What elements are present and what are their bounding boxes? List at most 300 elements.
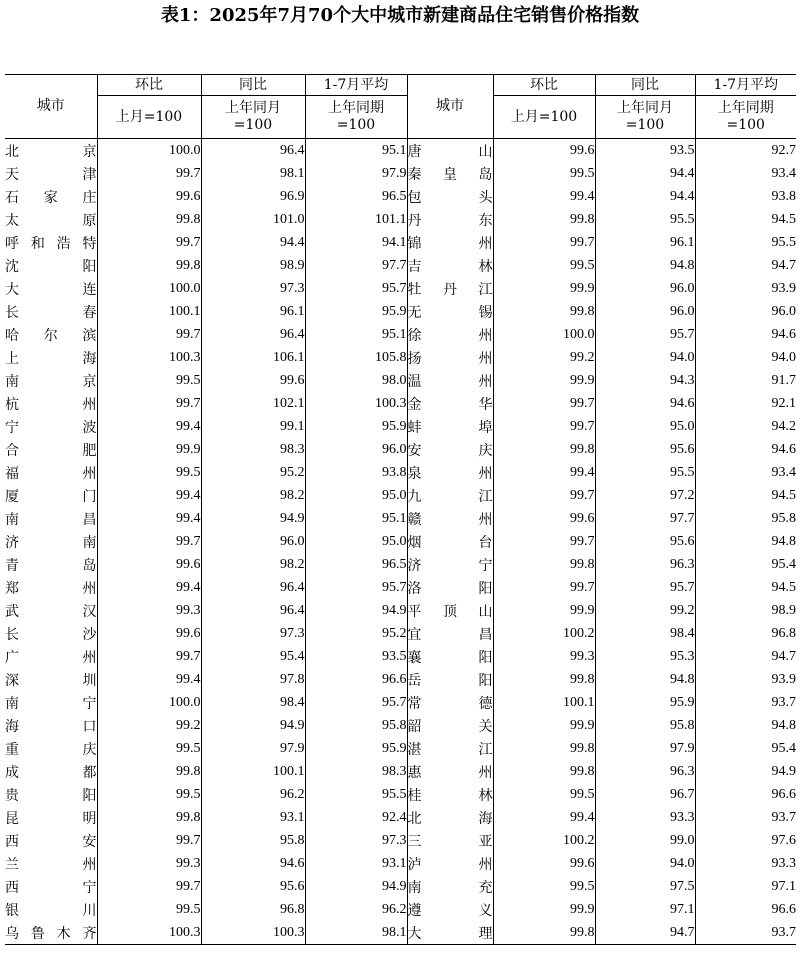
avg-value: 96.6 — [305, 668, 407, 691]
city-name — [5, 760, 97, 783]
table-row — [5, 553, 796, 576]
city-name — [407, 438, 493, 461]
avg-value: 94.8 — [695, 530, 796, 553]
city-name — [5, 599, 97, 622]
avg-base-line2: =100 — [336, 117, 376, 133]
mom-value: 99.7 — [97, 645, 201, 668]
avg-value: 95.4 — [695, 737, 796, 760]
avg-value: 97.3 — [305, 829, 407, 852]
city-name-text: 惠 州 — [407, 764, 493, 781]
mom-value: 100.2 — [493, 622, 595, 645]
table-row — [5, 369, 796, 392]
avg-base — [305, 96, 407, 139]
yoy-value: 98.2 — [201, 484, 305, 507]
avg-value: 96.8 — [695, 622, 796, 645]
mom-value: 99.8 — [97, 254, 201, 277]
yoy-value: 95.8 — [595, 714, 695, 737]
mom-value: 99.3 — [97, 852, 201, 875]
table-row — [5, 875, 796, 898]
yoy-value: 98.9 — [201, 254, 305, 277]
table-row — [5, 231, 796, 254]
city-name — [407, 323, 493, 346]
city-name — [407, 691, 493, 714]
yoy-value: 96.3 — [595, 553, 695, 576]
yoy-value: 97.1 — [595, 898, 695, 921]
table-row — [5, 139, 796, 163]
city-name — [5, 369, 97, 392]
avg-value: 94.7 — [695, 254, 796, 277]
avg-value: 95.1 — [305, 139, 407, 163]
city-name-text: 湛 江 — [407, 741, 493, 758]
city-name-text: 徐 州 — [407, 327, 493, 344]
avg-value: 94.6 — [695, 438, 796, 461]
city-name-text: 郑 州 — [5, 580, 97, 597]
city-name-text: 济 宁 — [407, 557, 493, 574]
mom-value: 99.9 — [493, 277, 595, 300]
city-name — [407, 208, 493, 231]
yoy-base-line2: =100 — [625, 117, 665, 133]
avg-value: 96.0 — [305, 438, 407, 461]
mom-value: 99.7 — [97, 323, 201, 346]
avg-value: 95.1 — [305, 323, 407, 346]
mom-value: 99.7 — [97, 162, 201, 185]
table-row — [5, 760, 796, 783]
mom-value: 99.9 — [493, 898, 595, 921]
city-name — [5, 714, 97, 737]
yoy-value: 95.8 — [201, 829, 305, 852]
avg-header: 1-7月平均 — [305, 75, 407, 96]
avg-value: 95.9 — [305, 415, 407, 438]
city-name-text: 成 都 — [5, 764, 97, 781]
city-name-text: 重 庆 — [5, 741, 97, 758]
city-name-text: 济 南 — [5, 534, 97, 551]
city-name — [5, 300, 97, 323]
yoy-value: 96.0 — [595, 277, 695, 300]
yoy-value: 94.4 — [201, 231, 305, 254]
city-name-text: 大 连 — [5, 281, 97, 298]
yoy-value: 95.3 — [595, 645, 695, 668]
mom-value: 100.3 — [97, 346, 201, 369]
city-name — [407, 277, 493, 300]
avg-value: 95.8 — [305, 714, 407, 737]
yoy-value: 96.0 — [201, 530, 305, 553]
mom-value: 99.5 — [97, 898, 201, 921]
city-name — [5, 645, 97, 668]
avg-value: 93.9 — [695, 668, 796, 691]
city-name — [407, 392, 493, 415]
city-name — [407, 829, 493, 852]
avg-value: 95.5 — [695, 231, 796, 254]
table-row — [5, 323, 796, 346]
table-row — [5, 484, 796, 507]
yoy-value: 94.3 — [595, 369, 695, 392]
avg-value: 94.9 — [695, 760, 796, 783]
city-name — [407, 185, 493, 208]
city-name-text: 平 顶 山 — [407, 603, 493, 620]
table-row — [5, 691, 796, 714]
avg-value: 95.4 — [695, 553, 796, 576]
table-row — [5, 254, 796, 277]
city-name — [5, 829, 97, 852]
avg-value: 98.3 — [305, 760, 407, 783]
avg-value: 100.3 — [305, 392, 407, 415]
yoy-value: 98.2 — [201, 553, 305, 576]
avg-value: 93.7 — [695, 691, 796, 714]
avg-value: 94.5 — [695, 576, 796, 599]
yoy-value: 99.2 — [595, 599, 695, 622]
city-name — [5, 254, 97, 277]
city-name-text: 洛 阳 — [407, 580, 493, 597]
avg-value: 98.1 — [305, 921, 407, 945]
table-row — [5, 668, 796, 691]
mom-value: 99.9 — [97, 438, 201, 461]
avg-value: 93.8 — [305, 461, 407, 484]
city-name-text: 南 京 — [5, 373, 97, 390]
mom-value: 99.5 — [97, 783, 201, 806]
avg-value: 95.9 — [305, 737, 407, 760]
avg-value: 94.6 — [695, 323, 796, 346]
city-name — [407, 645, 493, 668]
mom-value: 99.8 — [493, 921, 595, 945]
mom-value: 100.0 — [493, 323, 595, 346]
city-name — [407, 461, 493, 484]
city-name-text: 丹 东 — [407, 212, 493, 229]
city-name-text: 吉 林 — [407, 258, 493, 275]
yoy-value: 95.6 — [201, 875, 305, 898]
mom-value: 99.7 — [493, 415, 595, 438]
yoy-value: 97.8 — [201, 668, 305, 691]
city-name-text: 乌 鲁 木 齐 — [5, 925, 97, 942]
yoy-header: 同比 — [201, 75, 305, 96]
city-name — [5, 783, 97, 806]
avg-value: 91.7 — [695, 369, 796, 392]
avg-base-line2: =100 — [726, 117, 765, 133]
avg-value: 95.7 — [305, 277, 407, 300]
city-name-text: 长 沙 — [5, 626, 97, 643]
city-name — [407, 231, 493, 254]
yoy-value: 96.4 — [201, 139, 305, 163]
city-name-text: 九 江 — [407, 488, 493, 505]
yoy-value: 97.3 — [201, 277, 305, 300]
mom-value: 100.0 — [97, 139, 201, 163]
city-name-text: 青 岛 — [5, 557, 97, 574]
city-name — [407, 369, 493, 392]
mom-value: 99.8 — [493, 668, 595, 691]
yoy-value: 97.9 — [595, 737, 695, 760]
avg-value: 94.8 — [695, 714, 796, 737]
avg-value: 96.5 — [305, 553, 407, 576]
city-name-text: 昆 明 — [5, 810, 97, 827]
avg-value: 95.8 — [695, 507, 796, 530]
yoy-value: 96.2 — [201, 783, 305, 806]
city-name-text: 大 理 — [407, 925, 493, 942]
city-name — [5, 208, 97, 231]
mom-value: 99.7 — [493, 530, 595, 553]
avg-value: 96.0 — [695, 300, 796, 323]
mom-value: 99.7 — [493, 231, 595, 254]
mom-value: 100.3 — [97, 921, 201, 945]
city-name — [5, 484, 97, 507]
city-name — [5, 438, 97, 461]
avg-value: 93.7 — [695, 921, 796, 945]
yoy-value: 97.2 — [595, 484, 695, 507]
table-row — [5, 277, 796, 300]
table-row — [5, 921, 796, 945]
mom-value: 99.9 — [493, 714, 595, 737]
yoy-value: 96.8 — [201, 898, 305, 921]
avg-value: 93.7 — [695, 806, 796, 829]
city-name — [5, 898, 97, 921]
city-name — [407, 300, 493, 323]
city-name-text: 厦 门 — [5, 488, 97, 505]
mom-value: 99.7 — [97, 392, 201, 415]
mom-value: 99.4 — [97, 415, 201, 438]
mom-value: 99.3 — [97, 599, 201, 622]
city-name — [407, 875, 493, 898]
city-name — [5, 806, 97, 829]
yoy-base-line2: =100 — [233, 117, 273, 133]
mom-value: 99.8 — [97, 760, 201, 783]
header-row-2 — [5, 96, 796, 139]
avg-value: 97.1 — [695, 875, 796, 898]
avg-value: 93.1 — [305, 852, 407, 875]
header-row-1 — [5, 75, 796, 96]
city-name — [407, 806, 493, 829]
avg-value: 92.1 — [695, 392, 796, 415]
city-name — [5, 691, 97, 714]
mom-value: 99.6 — [493, 139, 595, 163]
city-name — [407, 346, 493, 369]
city-name — [5, 392, 97, 415]
mom-value: 99.7 — [493, 484, 595, 507]
city-name — [5, 530, 97, 553]
mom-base: 上月=100 — [97, 96, 201, 139]
city-name-text: 桂 林 — [407, 787, 493, 804]
avg-value: 94.9 — [305, 599, 407, 622]
mom-value: 99.2 — [493, 346, 595, 369]
avg-value: 94.0 — [695, 346, 796, 369]
city-name-text: 沈 阳 — [5, 258, 97, 275]
yoy-value: 95.4 — [201, 645, 305, 668]
mom-value: 99.7 — [97, 875, 201, 898]
mom-value: 100.1 — [97, 300, 201, 323]
city-name-text: 石 家 庄 — [5, 189, 97, 206]
mom-value: 99.6 — [493, 507, 595, 530]
yoy-value: 97.3 — [201, 622, 305, 645]
city-name-text: 深 圳 — [5, 672, 97, 689]
city-name-text: 牡 丹 江 — [407, 281, 493, 298]
table-row — [5, 622, 796, 645]
avg-header: 1-7月平均 — [695, 75, 796, 96]
city-name — [5, 415, 97, 438]
table-row — [5, 300, 796, 323]
mom-value: 99.5 — [493, 875, 595, 898]
mom-value: 99.5 — [97, 461, 201, 484]
yoy-value: 93.1 — [201, 806, 305, 829]
avg-value: 96.6 — [695, 898, 796, 921]
mom-value: 99.8 — [493, 737, 595, 760]
city-name — [407, 254, 493, 277]
yoy-value: 95.5 — [595, 461, 695, 484]
city-name — [5, 162, 97, 185]
table-row — [5, 829, 796, 852]
avg-value: 95.0 — [305, 484, 407, 507]
yoy-value: 95.5 — [595, 208, 695, 231]
yoy-value: 93.3 — [595, 806, 695, 829]
avg-value: 101.1 — [305, 208, 407, 231]
yoy-value: 94.4 — [595, 185, 695, 208]
city-name — [407, 576, 493, 599]
table-row — [5, 599, 796, 622]
avg-value: 93.4 — [695, 461, 796, 484]
table-row — [5, 415, 796, 438]
city-header: 城市 — [407, 75, 493, 139]
city-name-text: 西 宁 — [5, 879, 97, 896]
city-name-text: 兰 州 — [5, 856, 97, 873]
city-name-text: 呼 和 浩 特 — [5, 235, 97, 252]
city-name — [5, 737, 97, 760]
city-name-text: 北 京 — [5, 143, 97, 160]
avg-value: 94.9 — [305, 875, 407, 898]
table-title: 表1：2025年7月70个大中城市新建商品住宅销售价格指数 — [160, 5, 640, 26]
city-name — [407, 415, 493, 438]
mom-value: 99.8 — [493, 208, 595, 231]
mom-value: 100.0 — [97, 691, 201, 714]
avg-base — [695, 96, 796, 139]
avg-value: 94.7 — [695, 645, 796, 668]
yoy-value: 94.9 — [201, 507, 305, 530]
city-name — [5, 461, 97, 484]
yoy-value: 96.4 — [201, 323, 305, 346]
city-name — [407, 622, 493, 645]
yoy-value: 99.6 — [201, 369, 305, 392]
avg-value: 98.9 — [695, 599, 796, 622]
city-name — [5, 185, 97, 208]
city-name-text: 福 州 — [5, 465, 97, 482]
yoy-value: 94.6 — [595, 392, 695, 415]
avg-value: 94.5 — [695, 484, 796, 507]
avg-value: 96.6 — [695, 783, 796, 806]
city-name — [407, 783, 493, 806]
yoy-value: 95.6 — [595, 530, 695, 553]
table-row — [5, 737, 796, 760]
city-name-text: 蚌 埠 — [407, 419, 493, 436]
city-name-text: 西 安 — [5, 833, 97, 850]
city-name — [5, 622, 97, 645]
mom-value: 99.8 — [493, 760, 595, 783]
avg-value: 95.9 — [305, 300, 407, 323]
yoy-value: 100.1 — [201, 760, 305, 783]
yoy-value: 97.7 — [595, 507, 695, 530]
avg-value: 97.6 — [695, 829, 796, 852]
table-row — [5, 783, 796, 806]
yoy-value: 99.0 — [595, 829, 695, 852]
avg-value: 93.3 — [695, 852, 796, 875]
city-name-text: 北 海 — [407, 810, 493, 827]
yoy-base — [201, 96, 305, 139]
avg-value: 93.5 — [305, 645, 407, 668]
city-name-text: 宜 昌 — [407, 626, 493, 643]
yoy-value: 94.6 — [201, 852, 305, 875]
yoy-value: 96.1 — [595, 231, 695, 254]
avg-value: 92.7 — [695, 139, 796, 163]
avg-value: 95.7 — [305, 691, 407, 714]
yoy-value: 95.7 — [595, 576, 695, 599]
table-row — [5, 438, 796, 461]
price-index-table — [5, 74, 796, 945]
yoy-value: 96.0 — [595, 300, 695, 323]
yoy-header: 同比 — [595, 75, 695, 96]
city-name-text: 岳 阳 — [407, 672, 493, 689]
table-row — [5, 530, 796, 553]
mom-value: 100.0 — [97, 277, 201, 300]
city-name — [5, 852, 97, 875]
city-name-text: 南 宁 — [5, 695, 97, 712]
yoy-value: 106.1 — [201, 346, 305, 369]
avg-value: 96.5 — [305, 185, 407, 208]
city-name — [5, 323, 97, 346]
city-name — [407, 668, 493, 691]
yoy-value: 95.9 — [595, 691, 695, 714]
yoy-value: 95.2 — [201, 461, 305, 484]
avg-value: 93.9 — [695, 277, 796, 300]
yoy-value: 96.3 — [595, 760, 695, 783]
table-row — [5, 346, 796, 369]
yoy-value: 102.1 — [201, 392, 305, 415]
yoy-value: 100.3 — [201, 921, 305, 945]
city-name — [407, 507, 493, 530]
yoy-value: 98.3 — [201, 438, 305, 461]
city-name — [5, 139, 97, 163]
table-row — [5, 461, 796, 484]
table-row — [5, 392, 796, 415]
table-row — [5, 714, 796, 737]
avg-value: 98.0 — [305, 369, 407, 392]
city-name — [407, 530, 493, 553]
city-name — [5, 668, 97, 691]
city-name — [407, 737, 493, 760]
mom-value: 99.5 — [493, 783, 595, 806]
city-name — [5, 346, 97, 369]
yoy-value: 96.7 — [595, 783, 695, 806]
yoy-value: 98.4 — [201, 691, 305, 714]
mom-value: 99.7 — [97, 231, 201, 254]
mom-value: 99.4 — [97, 668, 201, 691]
yoy-value: 98.4 — [595, 622, 695, 645]
yoy-value: 97.9 — [201, 737, 305, 760]
city-name-text: 泉 州 — [407, 465, 493, 482]
mom-value: 99.7 — [493, 576, 595, 599]
avg-value: 95.0 — [305, 530, 407, 553]
city-name — [5, 553, 97, 576]
mom-value: 99.6 — [97, 185, 201, 208]
city-name-text: 上 海 — [5, 350, 97, 367]
yoy-value: 94.0 — [595, 852, 695, 875]
mom-value: 99.9 — [493, 599, 595, 622]
city-name — [407, 760, 493, 783]
avg-value: 93.4 — [695, 162, 796, 185]
avg-value: 94.5 — [695, 208, 796, 231]
mom-value: 99.7 — [97, 530, 201, 553]
city-name-text: 武 汉 — [5, 603, 97, 620]
city-name-text: 南 充 — [407, 879, 493, 896]
city-name-text: 长 春 — [5, 304, 97, 321]
table-row — [5, 898, 796, 921]
avg-value: 93.8 — [695, 185, 796, 208]
mom-value: 99.4 — [97, 576, 201, 599]
yoy-value: 99.1 — [201, 415, 305, 438]
city-name-text: 杭 州 — [5, 396, 97, 413]
